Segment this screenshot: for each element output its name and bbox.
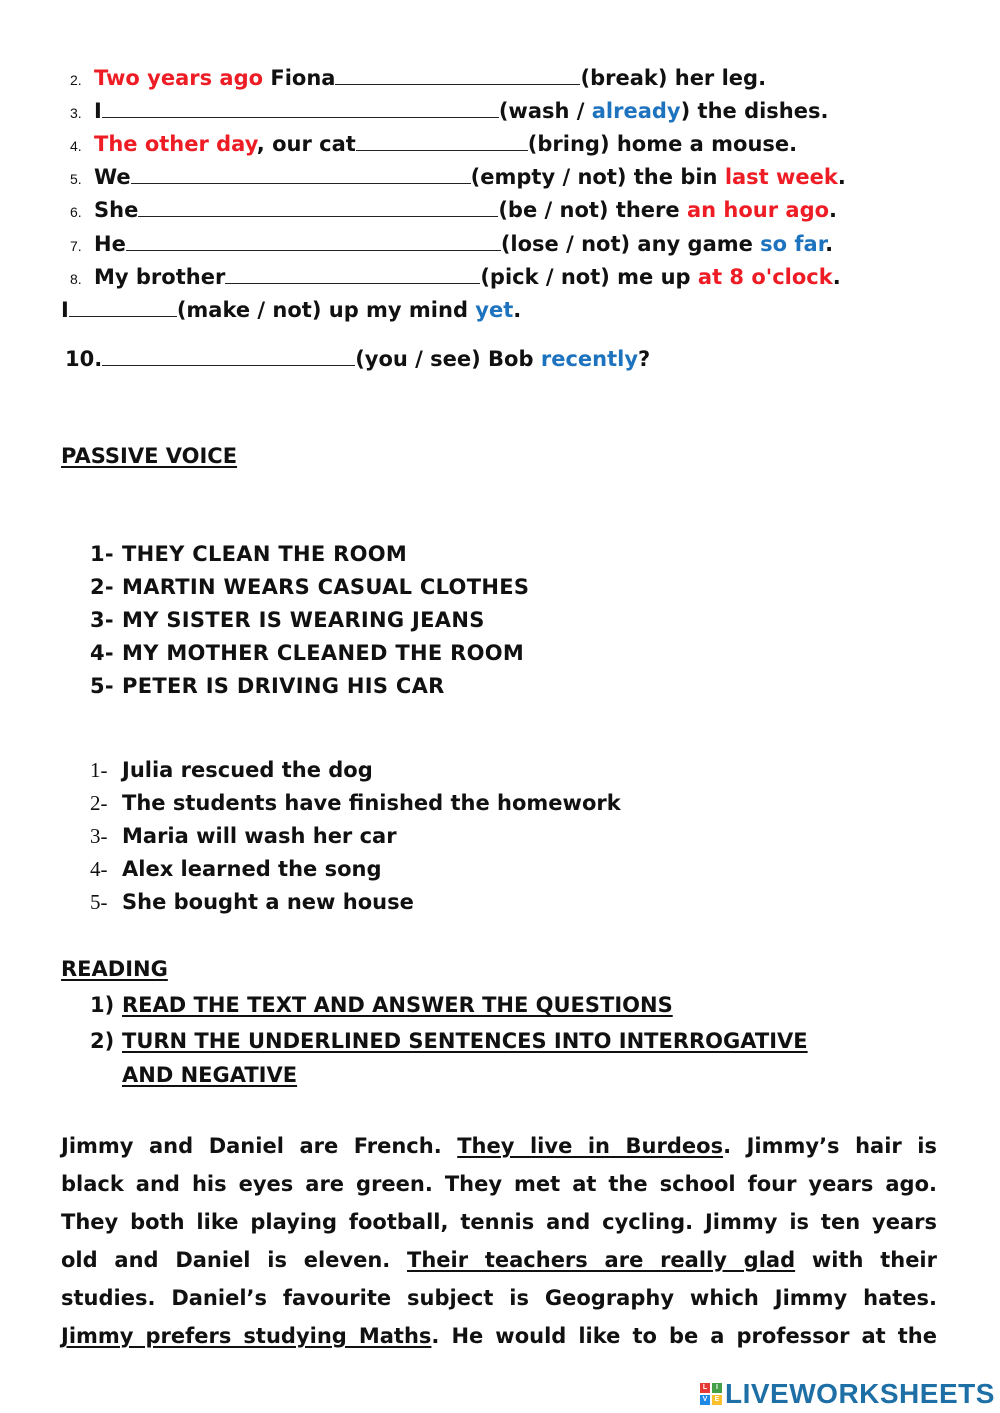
time-expression: so far (760, 232, 826, 256)
exercise-text: I (61, 298, 69, 322)
answer-blank[interactable] (126, 230, 501, 251)
exercise-text: . (829, 198, 838, 222)
passive-item (90, 824, 397, 849)
time-expression: last week (724, 165, 838, 189)
liveworksheets-wordmark: LIVEWORKSHEETS (725, 1378, 995, 1409)
exercise-number: 3. (70, 105, 82, 121)
exercise-text: . (825, 232, 834, 256)
exercise-text: (break) her leg. (580, 66, 767, 90)
exercise-text: I (94, 99, 102, 123)
instruction-item (90, 1029, 808, 1053)
paragraph-line (61, 1203, 937, 1241)
reading-heading: READING (61, 957, 168, 981)
exercise-text: 10. (65, 347, 103, 371)
answer-blank[interactable] (102, 97, 499, 118)
item-text: MY SISTER IS WEARING JEANS (122, 608, 485, 632)
passive-item (90, 608, 485, 632)
answer-blank[interactable] (138, 196, 498, 217)
paragraph-text: studies. Daniel’s favourite subject is Geography which Jimmy hates. (61, 1286, 937, 1310)
exercise-number: 5. (70, 171, 82, 187)
logo-square: I (712, 1383, 722, 1393)
exercise-text: She (94, 198, 139, 222)
answer-blank[interactable] (69, 296, 177, 317)
item-number: 4- (90, 857, 108, 881)
paragraph-text: . He would like to be a professor at the (431, 1324, 937, 1348)
item-text: PETER IS DRIVING HIS CAR (122, 674, 445, 698)
underlined-sentence: Their teachers are really glad (407, 1248, 796, 1272)
item-text: Julia rescued the dog (122, 758, 373, 782)
exercise-line (70, 130, 797, 159)
paragraph-text: They both like playing football, tennis and cycling. Jimmy is ten years (61, 1210, 937, 1234)
logo-square: V (700, 1395, 710, 1405)
exercise-line (65, 345, 650, 372)
item-text: THEY CLEAN THE ROOM (122, 542, 408, 566)
instruction-text: TURN THE UNDERLINED SENTENCES INTO INTERROGATIVE (122, 1029, 808, 1053)
instruction-text: AND NEGATIVE (122, 1063, 298, 1087)
exercise-text: ) the dishes. (680, 99, 829, 123)
passive-item (90, 890, 414, 915)
item-number: 3- (90, 824, 108, 848)
item-number: 5- (90, 890, 108, 914)
liveworksheets-logo (700, 1378, 995, 1410)
item-text: MY MOTHER CLEANED THE ROOM (122, 641, 525, 665)
exercise-line (70, 230, 833, 259)
item-number: 1- (90, 758, 108, 782)
item-number: 2- (90, 575, 114, 599)
underlined-sentence: They live in Burdeos (457, 1134, 724, 1158)
exercise-text: (make / not) up my mind (176, 298, 476, 322)
item-number: 2- (90, 791, 108, 815)
item-text: Maria will wash her car (122, 824, 397, 848)
instruction-number: 2) (90, 1029, 115, 1053)
answer-blank[interactable] (356, 130, 528, 151)
answer-blank[interactable] (131, 163, 471, 184)
answer-blank[interactable] (335, 64, 580, 85)
exercise-text: (lose / not) any game (500, 232, 761, 256)
exercise-text: My brother (94, 265, 226, 289)
exercise-number: 2. (70, 72, 82, 88)
time-expression: at 8 o'clock (697, 265, 833, 289)
passive-item (90, 857, 382, 882)
exercise-number: 4. (70, 138, 82, 154)
item-text: Alex learned the song (122, 857, 382, 881)
paragraph-line (61, 1279, 937, 1317)
paragraph-text: black and his eyes are green. They met at the school four years ago. (61, 1172, 937, 1196)
passive-item (90, 791, 621, 816)
item-number: 3- (90, 608, 114, 632)
instruction-item (90, 1063, 297, 1087)
passive-item (90, 542, 407, 566)
exercise-text: Fiona (263, 66, 336, 90)
exercise-text: (you / see) Bob (355, 347, 541, 371)
exercise-text: . (837, 165, 846, 189)
exercise-number: 8. (70, 271, 82, 287)
instruction-number: 1) (90, 993, 115, 1017)
instruction-text: READ THE TEXT AND ANSWER THE QUESTIONS (122, 993, 673, 1017)
exercise-text: (bring) home a mouse. (527, 132, 798, 156)
exercise-text: (be / not) there (498, 198, 687, 222)
time-expression: recently (540, 347, 639, 371)
exercise-text: , our cat (256, 132, 356, 156)
exercise-text: We (94, 165, 131, 189)
exercise-line (70, 196, 837, 225)
passive-item (90, 758, 373, 783)
paragraph-text: with their (795, 1248, 937, 1272)
liveworksheets-mark-icon (700, 1383, 722, 1405)
item-text: MARTIN WEARS CASUAL CLOTHES (122, 575, 530, 599)
paragraph-line (61, 1317, 937, 1355)
exercise-line (61, 296, 521, 323)
logo-square: E (712, 1395, 722, 1405)
exercise-text: (empty / not) the bin (470, 165, 725, 189)
exercise-line (70, 263, 841, 292)
time-expression: already (591, 99, 681, 123)
paragraph-text: Jimmy and Daniel are French. (61, 1134, 458, 1158)
exercise-text: (wash / (498, 99, 592, 123)
item-text: She bought a new house (122, 890, 414, 914)
exercise-line (70, 97, 828, 126)
paragraph-text: . Jimmy’s hair is (723, 1134, 938, 1158)
exercise-line (70, 64, 766, 93)
exercise-text: . (832, 265, 841, 289)
passive-item (90, 641, 524, 665)
time-expression: The other day (94, 132, 257, 156)
underlined-sentence: Jimmy prefers studying Maths (61, 1324, 432, 1348)
passive-voice-heading: PASSIVE VOICE (61, 444, 238, 468)
exercise-number: 6. (70, 204, 82, 220)
paragraph-text: old and Daniel is eleven. (61, 1248, 408, 1272)
paragraph-line (61, 1165, 937, 1203)
paragraph-line (61, 1127, 937, 1165)
item-number: 5- (90, 674, 114, 698)
passive-item (90, 575, 529, 599)
exercise-line (70, 163, 846, 192)
paragraph-line (61, 1241, 937, 1279)
item-number: 1- (90, 542, 114, 566)
time-expression: yet (475, 298, 514, 322)
exercise-number: 7. (70, 238, 82, 254)
logo-square: L (700, 1383, 710, 1393)
exercise-text: . (513, 298, 522, 322)
item-number: 4- (90, 641, 114, 665)
item-text: The students have finished the homework (122, 791, 621, 815)
exercise-text: (pick / not) me up (480, 265, 698, 289)
instruction-item (90, 993, 673, 1017)
exercise-text: ? (638, 347, 651, 371)
answer-blank[interactable] (225, 263, 480, 284)
exercise-text: He (94, 232, 126, 256)
passive-item (90, 674, 445, 698)
time-expression: an hour ago (686, 198, 830, 222)
time-expression: Two years ago (94, 66, 264, 90)
answer-blank[interactable] (102, 345, 355, 366)
